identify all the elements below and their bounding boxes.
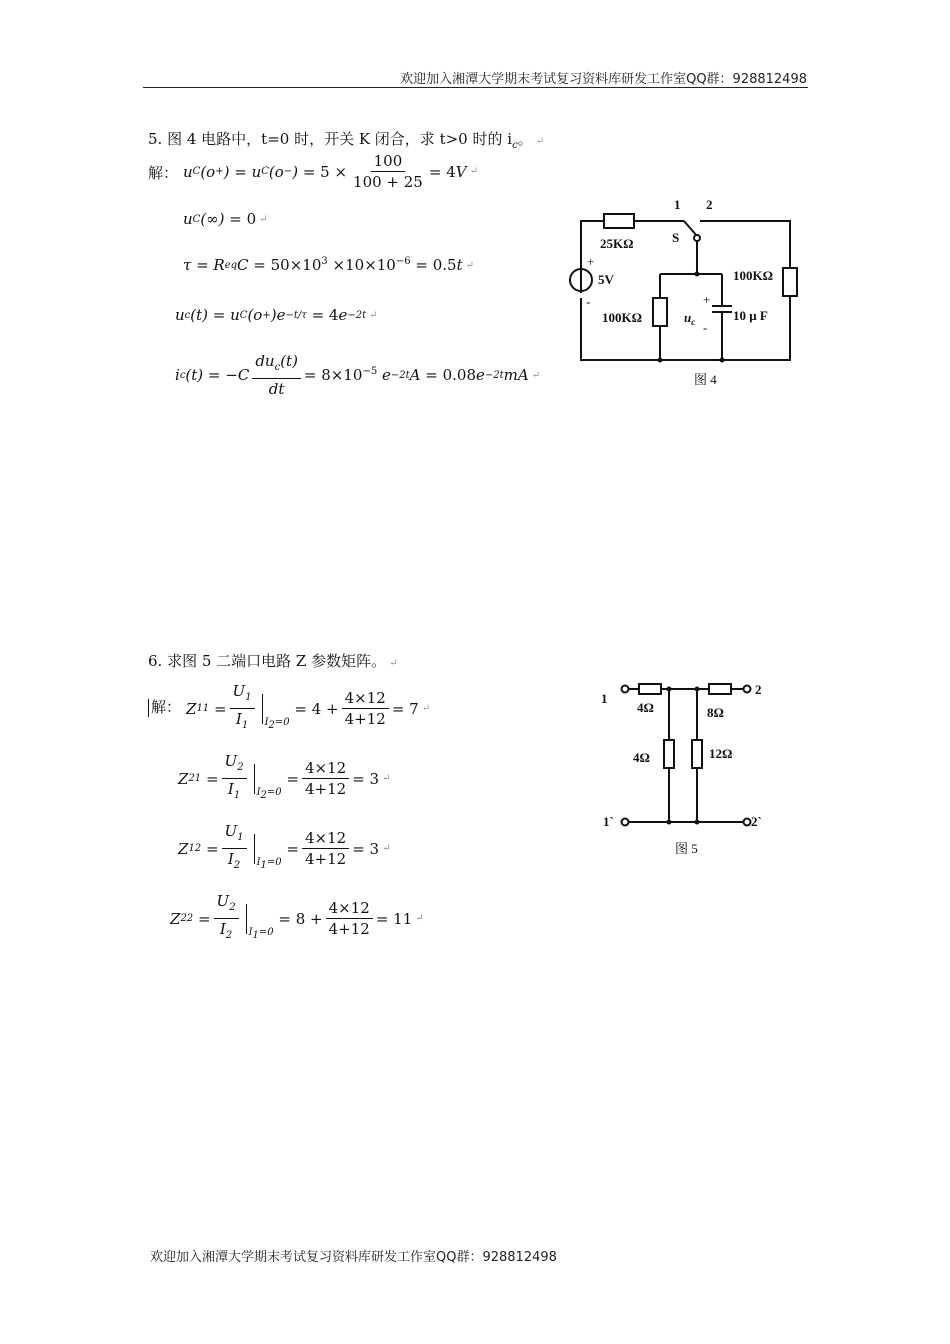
label-100k-right: 100KΩ bbox=[733, 268, 774, 283]
problem-6-answer-text: 解： bbox=[151, 698, 182, 716]
resistor-4-shunt bbox=[664, 740, 674, 768]
port-1-label: 1 bbox=[601, 691, 608, 706]
figure-5-caption: 图 5 bbox=[675, 841, 698, 856]
port-2p-label: 2` bbox=[751, 814, 762, 829]
p6-equation-z21: Z 21 = $\frac{U_2}{I_1}$ $I_2=0$ = $\frac{4\times 12}{4+12}$ = 3 ↵ bbox=[178, 752, 391, 801]
p5-equation-ict: i c (t) = − C $\frac{du_c(t)}{dt}$ = $8\times 10^{-5}$ e −2t A = 0.08 e −2t mA ↵ bbox=[175, 352, 541, 398]
p6-equation-z12: Z 12 = $\frac{U_1}{I_2}$ $I_1=0$ = $\frac{4\times 12}{4+12}$ = 3 ↵ bbox=[178, 822, 391, 871]
problem-5-prompt-text: 5. 图 4 电路中，t=0 时，开关 K 闭合，求 t>0 时的 i bbox=[148, 130, 513, 148]
capacitor-label: 10 μ F bbox=[733, 308, 768, 323]
cap-minus: - bbox=[703, 320, 708, 335]
p6-equation-z11: Z 11 = $\frac{U_1}{I_1}$ $I_2=0$ = 4 + $\frac{4\times 12}{4+12}$ = 7 ↵ bbox=[186, 682, 431, 731]
resistor-4-series bbox=[639, 684, 661, 694]
source-plus: + bbox=[587, 254, 595, 269]
problem-5-answer-label: 解： bbox=[148, 164, 179, 182]
port-2-label: 2 bbox=[755, 682, 762, 697]
resistor-25k bbox=[604, 214, 634, 228]
problem-6-prompt-text: 6. 求图 5 二端口电路 Z 参数矩阵。 bbox=[148, 652, 387, 670]
switch-terminal-1: 1 bbox=[674, 197, 681, 212]
figure-5-circuit bbox=[595, 672, 785, 862]
page-footer: 欢迎加入湘潭大学期末考试复习资料库研发工作室QQ群：928812498 bbox=[150, 1250, 557, 1265]
label-100k-shunt: 100KΩ bbox=[602, 310, 643, 325]
label-4-series: 4Ω bbox=[637, 700, 654, 715]
switch-terminal-2: 2 bbox=[706, 197, 713, 212]
page-header: 欢迎加入湘潭大学期末考试复习资料库研发工作室QQ群：928812498 bbox=[400, 72, 807, 87]
p5-equation-tau: τ = R eq C = $50\times 10^3 \times 10\times 10^{-6} = 0.5$ t ↵ bbox=[183, 256, 474, 274]
p5-equation-uct: u c (t) = u C (o + )e −t/τ = 4 e −2t ↵ bbox=[175, 306, 378, 324]
uc-label: $u_c$ bbox=[684, 310, 696, 327]
p5-equation-uc0: u C (o + ) = u C (o − ) = 5 × $\frac{100}{100 + 25}$ = 4 V ↵ bbox=[183, 152, 478, 191]
label-4-shunt: 4Ω bbox=[633, 750, 650, 765]
label-12-shunt: 12Ω bbox=[709, 746, 733, 761]
resistor-100k-right bbox=[783, 268, 797, 296]
label-25k: 25KΩ bbox=[600, 236, 634, 251]
problem-6-prompt: 6. 求图 5 二端口电路 Z 参数矩阵。 ↵ bbox=[148, 652, 398, 670]
problem-5-prompt-end: 。 bbox=[517, 130, 533, 148]
port-1p-label: 1` bbox=[603, 814, 614, 829]
p6-equation-z22: Z 22 = $\frac{U_2}{I_2}$ $I_1=0$ = 8 + $\frac{4\times 12}{4+12}$ = 11 ↵ bbox=[170, 892, 424, 941]
source-label: 5V bbox=[598, 272, 614, 287]
header-divider bbox=[143, 87, 808, 88]
resistor-12-shunt bbox=[692, 740, 702, 768]
source-minus: - bbox=[586, 294, 591, 309]
problem-5-prompt-sub: c bbox=[512, 140, 518, 151]
label-8-series: 8Ω bbox=[707, 705, 724, 720]
figure-4-caption: 图 4 bbox=[694, 372, 717, 387]
figure-4-circuit bbox=[560, 190, 820, 400]
switch-label: S bbox=[672, 230, 680, 245]
cap-plus: + bbox=[703, 292, 711, 307]
problem-6-answer-label bbox=[148, 696, 181, 717]
resistor-8-series bbox=[709, 684, 731, 694]
problem-5-prompt: 5. 图 4 电路中，t=0 时，开关 K 闭合，求 t>0 时的 $i_c$。 ↵ bbox=[148, 130, 545, 151]
resistor-100k-shunt bbox=[653, 298, 667, 326]
p5-equation-uc-inf: u C (∞) = 0 ↵ bbox=[183, 210, 268, 228]
